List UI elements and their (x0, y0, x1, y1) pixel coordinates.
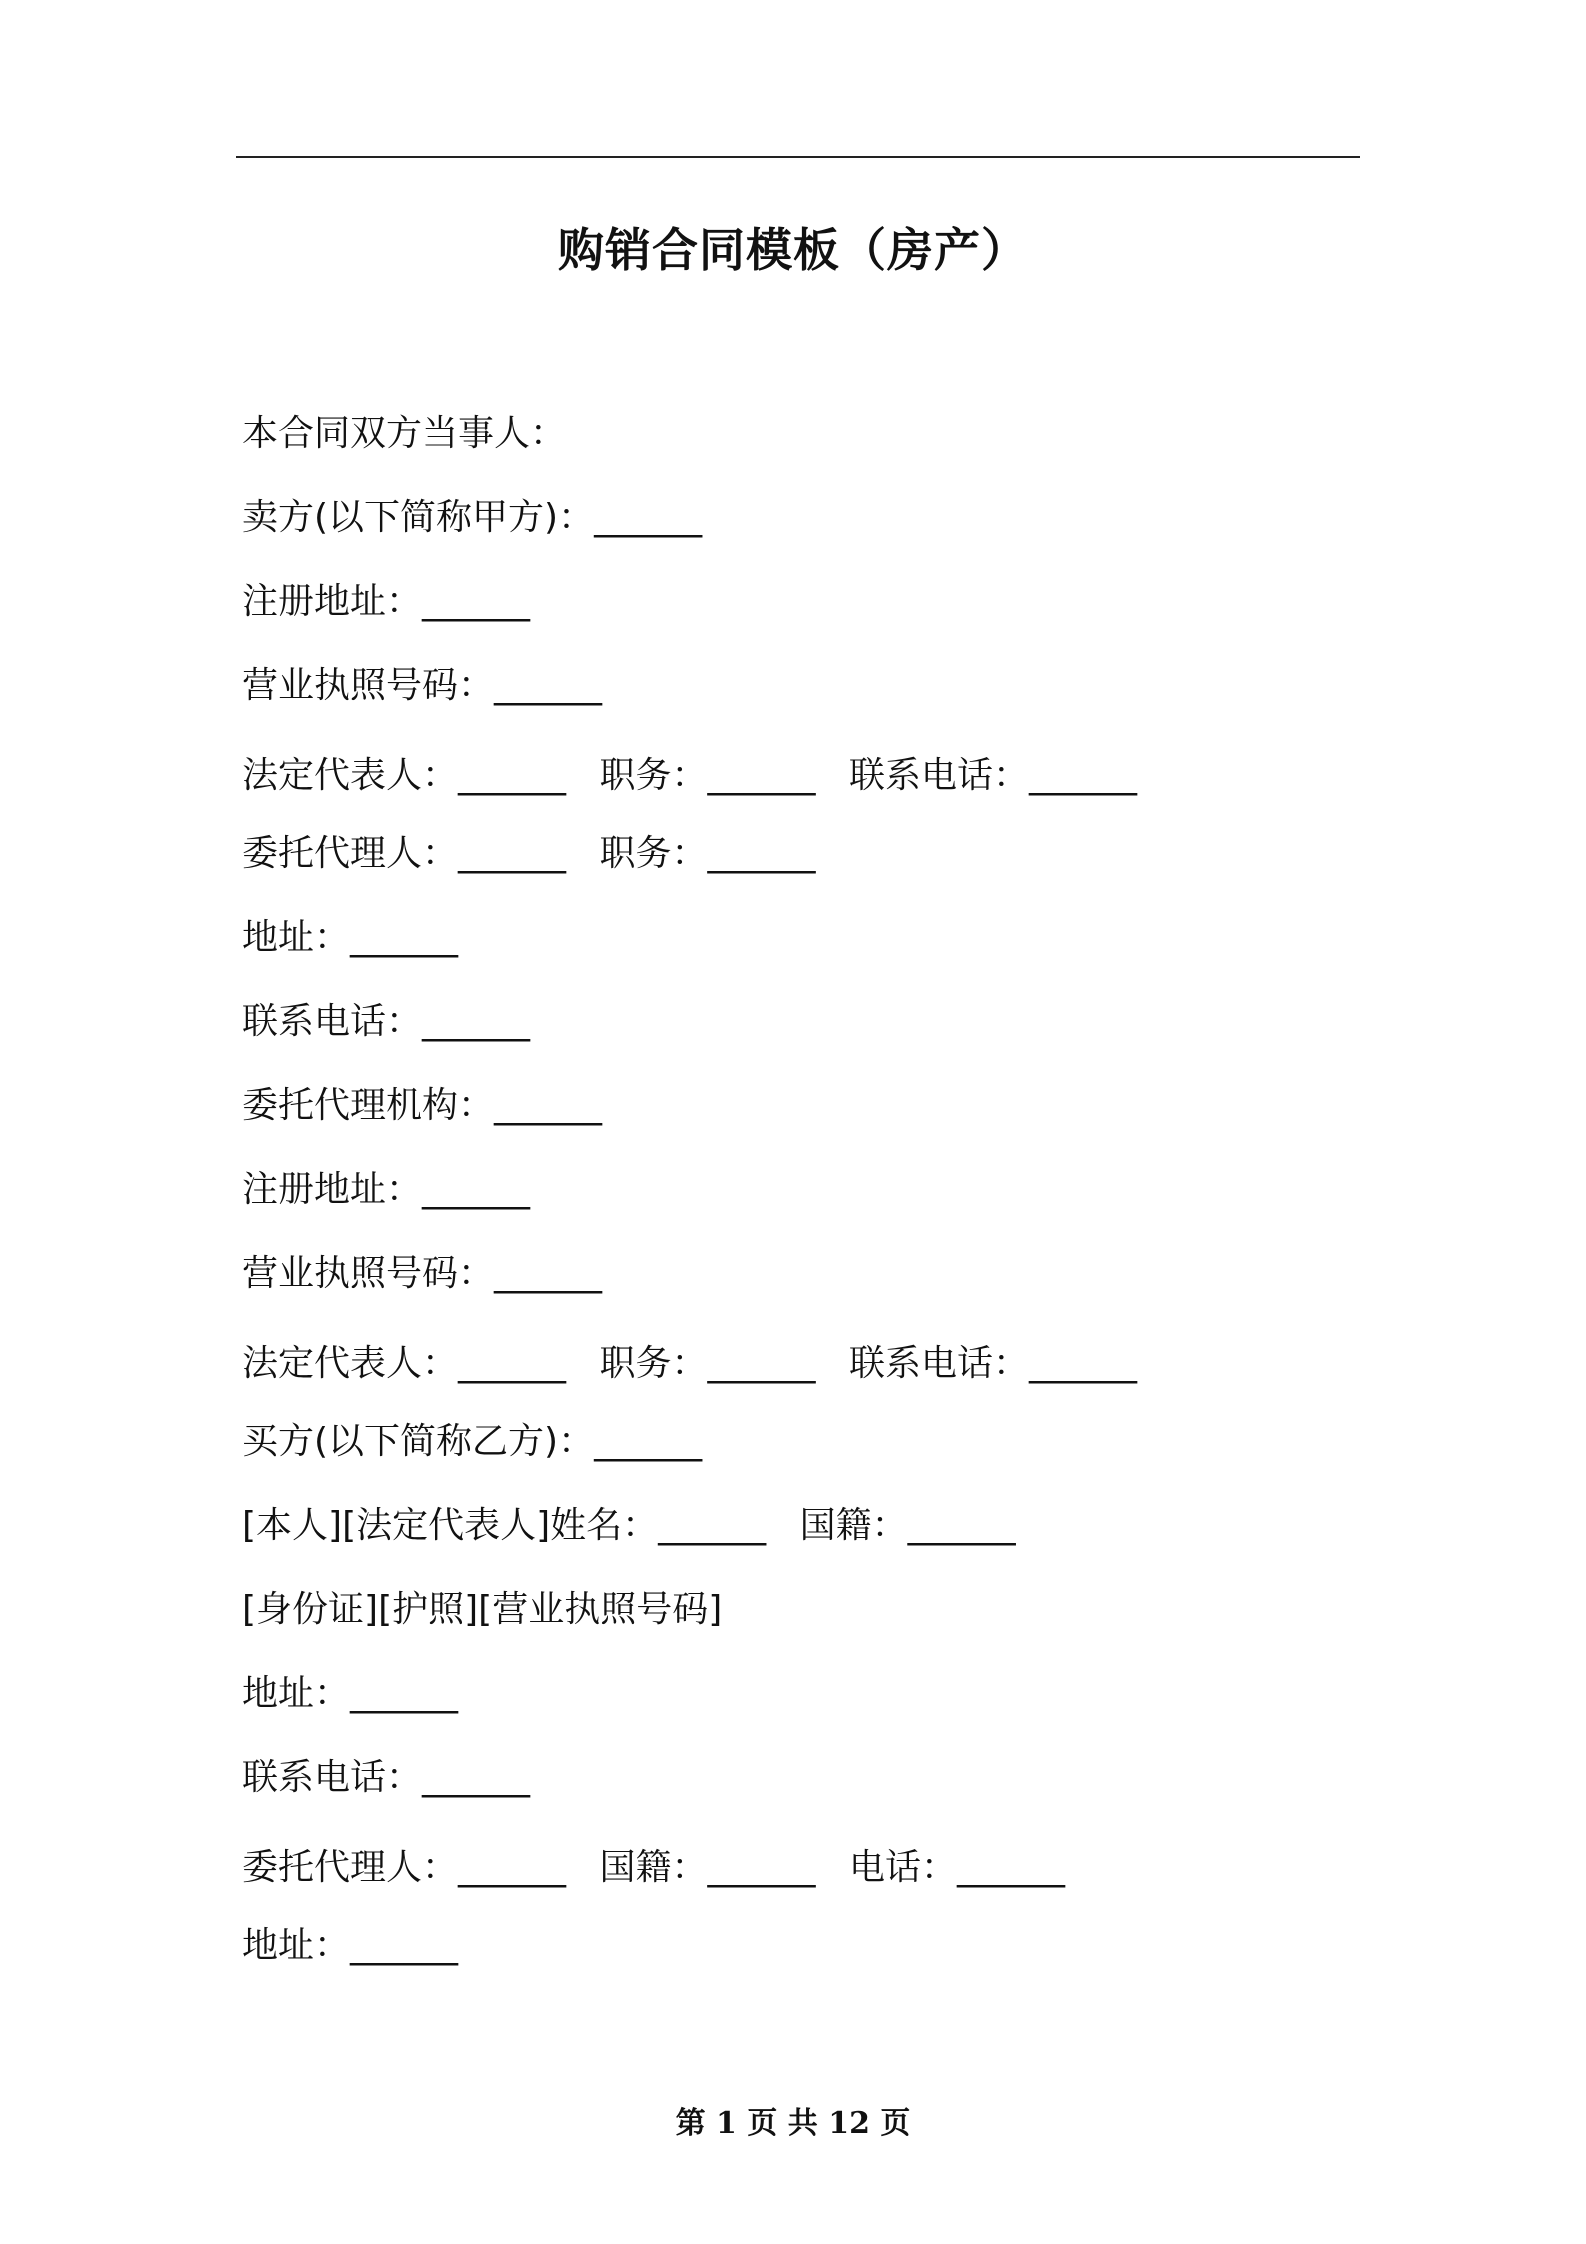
party-intro-line (242, 412, 566, 456)
text-segment: 委托代理机构：______ (242, 1085, 603, 1126)
buyer-name-line (242, 1504, 1016, 1548)
buyer-agent-address-line (242, 1924, 458, 1968)
seller-license-line (242, 664, 602, 708)
text-segment: 职务：______ (599, 833, 816, 874)
text-segment: 营业执照号码：______ (242, 1253, 603, 1294)
text-segment: 委托代理人：______ (242, 1847, 567, 1888)
seller-agent-address-line (242, 916, 458, 960)
text-segment: 职务：______ (599, 1343, 816, 1384)
agency-address-line (242, 1168, 530, 1212)
text-segment: 联系电话：______ (242, 1757, 531, 1798)
buyer-address-line (242, 1672, 458, 1716)
agency-line (242, 1084, 602, 1128)
seller-agent-phone-line (242, 1000, 530, 1044)
text-segment: 法定代表人：______ (242, 755, 567, 796)
text-segment: 注册地址：______ (242, 1169, 531, 1210)
text-segment: 委托代理人：______ (242, 833, 567, 874)
agency-license-line (242, 1252, 602, 1296)
text-segment: 国籍：______ (599, 1847, 816, 1888)
text-segment: 国籍：______ (799, 1505, 1016, 1546)
text-segment: 卖方(以下简称甲方)：______ (242, 497, 703, 538)
text-segment: 联系电话：______ (848, 1343, 1137, 1384)
text-segment: 联系电话：______ (848, 755, 1137, 796)
text-segment: 联系电话：______ (242, 1001, 531, 1042)
buyer-phone-line (242, 1756, 530, 1800)
text-segment: 注册地址：______ (242, 581, 531, 622)
seller-line (242, 496, 702, 540)
text-segment: 职务：______ (599, 755, 816, 796)
seller-agent-line (242, 832, 815, 876)
agency-legal-rep-line (242, 1342, 1137, 1386)
buyer-agent-line (242, 1846, 1065, 1890)
text-segment: 本合同双方当事人： (242, 413, 567, 454)
buyer-line (242, 1420, 702, 1464)
text-segment: 地址：______ (242, 1925, 459, 1966)
text-segment: [身份证][护照][营业执照号码] (242, 1589, 723, 1630)
document-title: 购销合同模板（房产） (558, 223, 1028, 277)
header-rule (236, 156, 1360, 158)
seller-legal-rep-line (242, 754, 1137, 798)
text-segment: 地址：______ (242, 917, 459, 958)
page-number: 第 1 页 共 12 页 (675, 2106, 911, 2141)
text-segment: 地址：______ (242, 1673, 459, 1714)
text-segment: 法定代表人：______ (242, 1343, 567, 1384)
text-segment: 电话：______ (848, 1847, 1065, 1888)
text-segment: 买方(以下简称乙方)：______ (242, 1421, 703, 1462)
text-segment: [本人][法定代表人]姓名：______ (242, 1505, 767, 1546)
buyer-id-line (242, 1588, 722, 1632)
seller-address-line (242, 580, 530, 624)
text-segment: 营业执照号码：______ (242, 665, 603, 706)
